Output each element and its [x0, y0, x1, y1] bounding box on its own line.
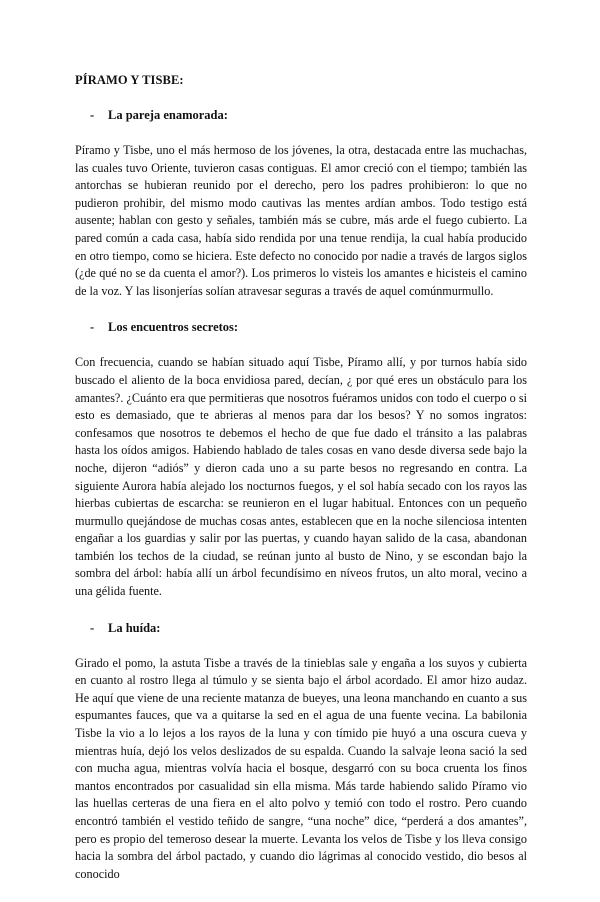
bullet-dash: - [90, 620, 95, 635]
bullet-dash: - [90, 108, 95, 122]
section-heading-huida [90, 620, 527, 636]
section-heading-text: La pareja enamorada: [108, 108, 228, 122]
section-paragraph-pareja: Píramo y Tisbe, uno el más hermoso de los jóvenes, la otra, destacada entre las muchachas, las cuales tuvo Oriente, tuvieron casas contiguas. El amor creció con el tiempo; también las antorchas se hubieran reunido por el derecho, pero los padres prohibieron: lo que no pudieron prohibir, del mismo modo cautivas las mentes ardían ambos. Todo testigo está ausente; hablan con gesto y señales, también más se cubre, más arde el fuego cubierto. La pared común a cada casa, había sido rendida por una tenue rendija, la cual había producido en otro tiempo, como se hiciera. Este defecto no conocido por nadie a través de largos siglos (¿de qué no se da cuenta el amor?). Los primeros lo visteis los amantes e hicisteis el camino de la voz. Y las lisonjerías solían atravesar seguras a través de aquel comúnmurmullo. [75, 143, 527, 298]
section-heading-text: La huída: [108, 620, 161, 635]
section-heading-encuentros [90, 319, 527, 335]
document-page [75, 72, 527, 902]
bullet-dash: - [90, 320, 95, 335]
section-heading-text: Los encuentros secretos: [108, 320, 239, 335]
section-paragraph-encuentros: Con frecuencia, cuando se habían situado aquí Tisbe, Píramo allí, y por turnos había sido buscado el aliento de la boca envidiosa pared, decían, ¿ por qué eres un obstáculo para los amantes?. ¿Cuánto era que permitieras que nosotros fuéramos unidos con todo el cuerpo o si esto es demasiado, que te abrieras al menos para dar los besos? Y no somos ingratos: confesamos que nosotros te debemos el hecho de que fue dado el tránsito a las palabras hasta los oídos amigos. Habiendo hablado de tales cosas en vano desde diversa sede bajo la noche, dijeron “adiós” y dieron cada uno a su parte besos no regresando en contra. La siguiente Aurora había alejado los nocturnos fuegos, y el sol había secado con los rayos las hierbas cubiertas de escarcha: se reunieron en el lugar habitual. Entonces con un pequeño murmullo quejándose de muchas cosas antes, establecen que en la noche silenciosa intenten engañar a los guardias y salir por las puertas, y cuando hayan salido de la casa, abandonan también los techos de la ciudad, se reúnan junto al busto de Nino, y se escondan bajo la sombra del árbol: había allí un árbol fecundísimo en níveos frutos, un alto moral, vecino a una gélida fuente. [75, 355, 527, 599]
section-heading-pareja [90, 107, 527, 123]
document-title: PÍRAMO Y TISBE: [75, 73, 184, 87]
section-paragraph-huida: Girado el pomo, la astuta Tisbe a través de la tinieblas sale y engaña a los suyos y cubierta en cuanto al rostro llega al túmulo y se sienta bajo el árbol acordado. El amor hizo audaz. He aquí que viene de una reciente matanza de bueyes, una leona manchando en cuanto a sus espumantes fauces, que va a quitarse la sed en el agua de una fuente vecina. La babilonia Tisbe la vio a lo lejos a los rayos de la luna y con tímido pie huyó a una oscura cueva y mientras huía, dejó los velos deslizados de su espalda. Cuando la salvaje leona sació la sed con mucha agua, mientras volvía hacia el bosque, desgarró con su boca cruenta los finos mantos encontrados por casualidad sin ella misma. Más tarde habiendo salido Píramo vio las huellas certeras de una fiera en el alto polvo y temió con todo el rostro. Pero cuando encontró también el vestido teñido de sangre, “una noche” dice, “perderá a dos amantes”, pero es propio del temeroso desear la muerte. Levanta los velos de Tisbe y los lleva consigo hacia la sombra del árbol pactado, y cuando dio lágrimas al conocido vestido, dio besos al conocido [75, 655, 527, 881]
